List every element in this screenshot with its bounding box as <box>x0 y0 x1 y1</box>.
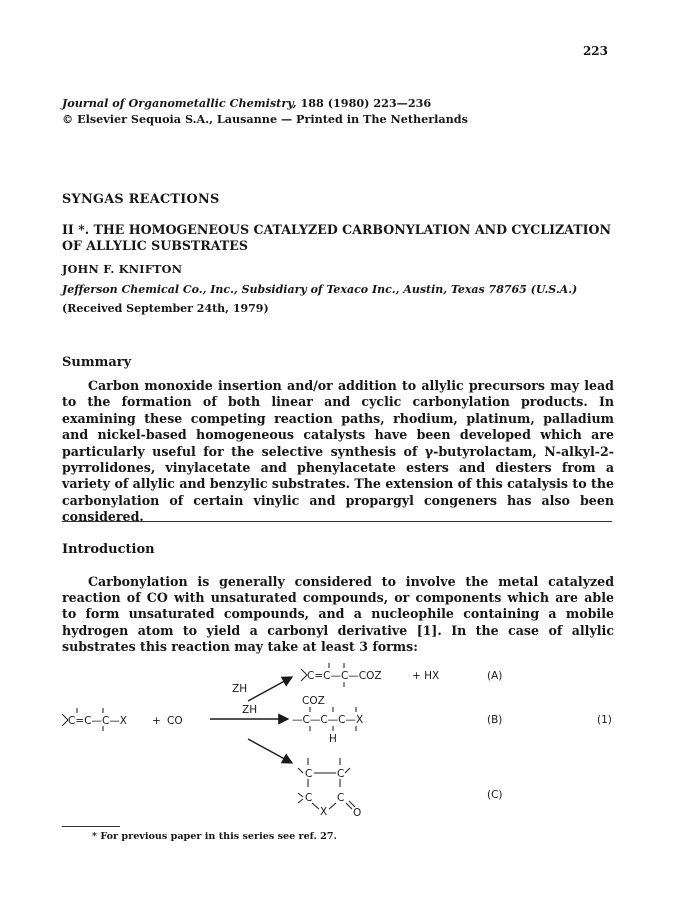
product-a <box>301 663 502 687</box>
label-a: (A) <box>487 670 503 682</box>
introduction-text: Carbonylation is generally considered to involve the metal catalyzed reaction of CO with unsaturated compounds, or components which are able to form unsaturated compounds, and a nucleophile containing a mobile hydrogen atom to yield a carbonyl derivative [1]. In the case of allylic substrates this reaction may take at least 3 forms: <box>62 574 614 654</box>
reactant-group <box>62 708 183 731</box>
ring-carbon-3: C <box>305 792 313 804</box>
journal-name: Journal of Organometallic Chemistry, <box>62 96 297 110</box>
received-date: (Received September 24th, 1979) <box>62 302 269 315</box>
ring-carbon-2: C <box>337 768 345 780</box>
journal-citation <box>62 96 431 110</box>
reactant-formula: C=C—C—X <box>68 715 127 727</box>
product-b-hydrogen: H <box>329 733 337 745</box>
carbonyl-oxygen: O <box>353 807 362 819</box>
article-title: II *. THE HOMOGENEOUS CATALYZED CARBONYLATION AND CYCLIZATION OF ALLYLIC SUBSTRATES <box>62 222 611 253</box>
journal-volume: 188 (1980) 223—236 <box>300 96 432 110</box>
product-c <box>298 758 503 819</box>
summary-rule <box>62 521 612 522</box>
product-b-coz: COZ <box>302 695 325 707</box>
author-affiliation: Jefferson Chemical Co., Inc., Subsidiary of Texaco Inc., Austin, Texas 78765 (U.S.A.) <box>62 283 578 296</box>
reaction-scheme <box>60 655 620 825</box>
ring-carbon-1: C <box>305 768 313 780</box>
product-a-formula: C=C—C—COZ <box>307 670 382 682</box>
equation-number: (1) <box>597 714 612 726</box>
label-b: (B) <box>487 714 503 726</box>
page-number: 223 <box>582 44 608 58</box>
product-b <box>292 695 612 745</box>
ring-carbon-4: C <box>337 792 345 804</box>
author-name: JOHN F. KNIFTON <box>62 262 183 276</box>
ring-heteroatom: X <box>320 806 328 818</box>
reagent-label-a: ZH <box>232 683 248 695</box>
introduction-heading: Introduction <box>62 542 155 557</box>
summary-heading: Summary <box>62 355 132 370</box>
carbon-monoxide: CO <box>167 715 183 727</box>
arrow-to-c <box>248 739 292 763</box>
copyright-line: © Elsevier Sequoia S.A., Lausanne — Printed in The Netherlands <box>62 112 468 126</box>
arrow-to-a <box>248 677 292 701</box>
footnote-rule <box>62 826 120 827</box>
product-b-formula: —C—C—C—X <box>292 714 364 726</box>
series-title: SYNGAS REACTIONS <box>62 192 220 207</box>
reagent-label-b: ZH <box>242 704 258 716</box>
plus-sign: + <box>152 715 161 727</box>
label-c: (C) <box>487 789 503 801</box>
footnote: * For previous paper in this series see ref. 27. <box>92 831 337 842</box>
summary-text: Carbon monoxide insertion and/or addition to allylic precursors may lead to the formation of both linear and cyclic carbonylation products. In examining these competing reaction paths, rhodium, platinum, palladium and nickel-based homogeneous catalysts have been developed which are particularly useful for the selective synthesis of γ-butyrolactam, N-alkyl-2-pyrrolidones, vinylacetate and phenylacetate esters and diesters from a variety of allylic and benzylic substrates. The extension of this catalysis to the carbonylation of certain vinylic and propargyl congeners has also been considered. <box>62 378 614 525</box>
byproduct-hx: + HX <box>412 670 440 682</box>
